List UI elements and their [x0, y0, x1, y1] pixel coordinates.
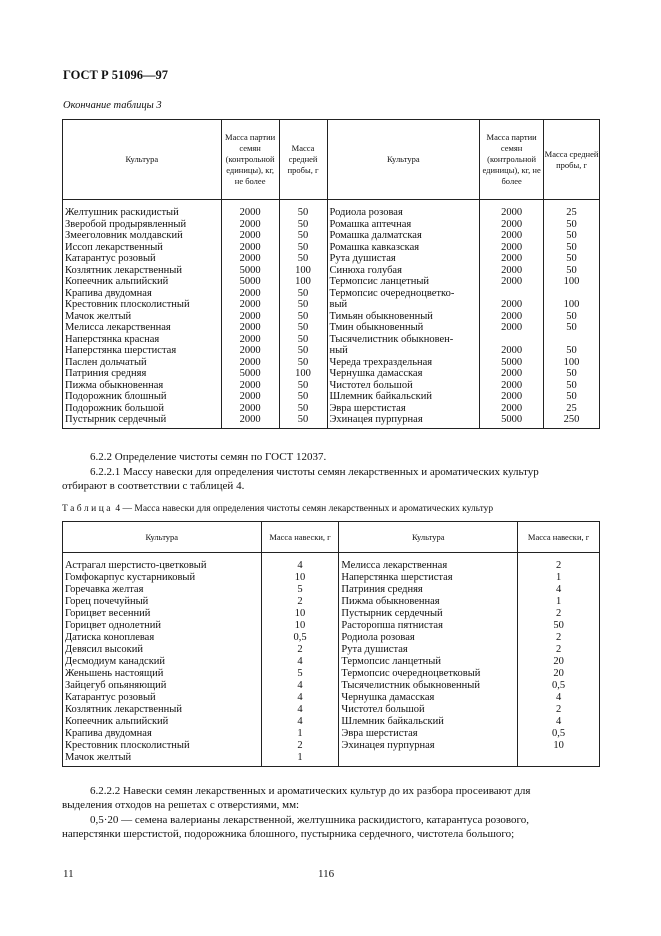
table4-cell: 5	[261, 584, 339, 596]
table3-cell: Подорожник блошный	[63, 391, 222, 403]
table3-cell: Тмин обыкновенный	[327, 322, 480, 334]
table3-cell: 2000	[221, 334, 279, 346]
table3-cell: Термопсис ланцетный	[327, 276, 480, 288]
table4-row	[63, 656, 600, 668]
table4-row	[63, 596, 600, 608]
table3-cell: 2000	[480, 403, 544, 415]
table4-cell: Катарантус розовый	[63, 692, 262, 704]
table4-cell: Патриния средняя	[339, 584, 518, 596]
table4-cell: Родиола розовая	[339, 632, 518, 644]
table3-cell: 100	[544, 357, 600, 369]
table4-caption-text: 4 — Масса навески для определения чистоты семян лекарственных и ароматических культур	[115, 504, 494, 514]
table3-row	[63, 403, 600, 415]
table4-cell: Горечавка желтая	[63, 584, 262, 596]
table3-cell: 2000	[221, 230, 279, 242]
table3-cell: 2000	[221, 288, 279, 300]
table3-cell: 2000	[221, 357, 279, 369]
table3-caption: Окончание таблицы 3	[63, 100, 162, 111]
table3-cell: 50	[544, 322, 600, 334]
table3-cell: Ромашка кавказская	[327, 242, 480, 254]
table3-cell: 50	[544, 230, 600, 242]
table3-cell: Наперстянка шерстистая	[63, 345, 222, 357]
table3-cell: 25	[544, 200, 600, 219]
table3-row	[63, 368, 600, 380]
table4-cell: 2	[518, 632, 600, 644]
table4-cell: Мачок желтый	[63, 752, 262, 767]
table4-cell: 1	[261, 728, 339, 740]
table3-cell: Пижма обыкновенная	[63, 380, 222, 392]
table4-cell: 0,5	[261, 632, 339, 644]
table4-header-sample-mass-1: Масса навески, г	[261, 522, 339, 553]
table4-cell: Шлемник байкальский	[339, 716, 518, 728]
table4-cell: Рута душистая	[339, 644, 518, 656]
table3-cell: 2000	[221, 311, 279, 323]
table3-cell: Наперстянка красная	[63, 334, 222, 346]
paragraph-6-2-2: 6.2.2 Определение чистоты семян по ГОСТ 12037.	[90, 451, 327, 463]
table4-cell: 10	[261, 608, 339, 620]
table4-body	[63, 553, 600, 767]
paragraph-sieve-line1: 0,5·20 — семена валерианы лекарственной, желтушника раскидистого, катарантуса розового,	[90, 814, 530, 826]
paragraph-6-2-2-2-line1: 6.2.2.2 Навески семян лекарственных и ароматических культур до их разбора просеивают для	[90, 785, 531, 797]
table3-cell: 50	[544, 253, 600, 265]
table4-row	[63, 608, 600, 620]
table3-header-sample-mass-2: Масса средней пробы, г	[544, 120, 600, 200]
table3-cell: 2000	[221, 403, 279, 415]
table4-cell: Гомфокарпус кустарниковый	[63, 572, 262, 584]
table3-cell: 100	[544, 276, 600, 288]
table3-cell: 2000	[221, 391, 279, 403]
table3-cell: 50	[544, 368, 600, 380]
table3-cell: Шлемник байкальский	[327, 391, 480, 403]
table4-row	[63, 680, 600, 692]
table3-cell: Мелисса лекарственная	[63, 322, 222, 334]
table3-cell: Эхинацея пурпурная	[327, 414, 480, 428]
table3-row	[63, 242, 600, 254]
table4-cell: Астрагал шерстисто-цветковый	[63, 553, 262, 573]
table3-row	[63, 299, 600, 311]
table4-row	[63, 584, 600, 596]
table3-header-culture-1: Культура	[63, 120, 222, 200]
table4-cell: Горицвет однолетний	[63, 620, 262, 632]
paragraph-sieve-line2: наперстянки шерстистой, подорожника блошного, пустырника сердечного, чистотела большого;	[62, 828, 515, 840]
table4-cell: 10	[261, 572, 339, 584]
table3-cell: 50	[279, 253, 327, 265]
table3-cell: 50	[279, 391, 327, 403]
document-header: ГОСТ Р 51096—97	[63, 68, 169, 82]
table3-cell: Тимьян обыкновенный	[327, 311, 480, 323]
footer-left-number: 11	[63, 868, 74, 880]
table3-cell: вый	[327, 299, 480, 311]
table3-row	[63, 230, 600, 242]
table4-cell: 50	[518, 620, 600, 632]
table4-row	[63, 668, 600, 680]
table4-cell: Горец почечуйный	[63, 596, 262, 608]
table4-cell: 0,5	[518, 680, 600, 692]
table4-cell: 1	[518, 596, 600, 608]
table3-cell: 2000	[480, 253, 544, 265]
table4-cell: Термопсис ланцетный	[339, 656, 518, 668]
table3-cell: 250	[544, 414, 600, 428]
table4-cell: Термопсис очередноцветковый	[339, 668, 518, 680]
table3-cell: 2000	[480, 276, 544, 288]
table3-cell: 2000	[480, 345, 544, 357]
table3-cell: Желтушник раскидистый	[63, 200, 222, 219]
table3-cell: Эвра шерстистая	[327, 403, 480, 415]
table3-cell: 50	[279, 299, 327, 311]
table4-cell	[518, 752, 600, 767]
table3-cell: Рута душистая	[327, 253, 480, 265]
table4-cell: 4	[261, 553, 339, 573]
table3-cell: 2000	[480, 265, 544, 277]
table3-row	[63, 334, 600, 346]
table3-cell: 50	[544, 391, 600, 403]
table3-cell: 50	[544, 311, 600, 323]
table3-body	[63, 200, 600, 429]
table3-cell: Иссоп лекарственный	[63, 242, 222, 254]
table-3	[62, 119, 600, 429]
table3-cell: Синюха голубая	[327, 265, 480, 277]
table3-cell: 50	[279, 334, 327, 346]
table3-cell: 50	[279, 322, 327, 334]
table3-cell: 5000	[221, 265, 279, 277]
table3-cell: 2000	[221, 345, 279, 357]
table3-cell: Чернушка дамасская	[327, 368, 480, 380]
table3-cell: 50	[279, 288, 327, 300]
table4-row	[63, 692, 600, 704]
table3-cell: 2000	[221, 253, 279, 265]
table4-cell: 2	[261, 596, 339, 608]
table4-header-row	[63, 522, 600, 553]
table4-cell: Наперстянка шерстистая	[339, 572, 518, 584]
table4-cell: Пижма обыкновенная	[339, 596, 518, 608]
table3-cell: 2000	[480, 200, 544, 219]
table3-cell: 2000	[480, 311, 544, 323]
table3-cell: 50	[544, 265, 600, 277]
table4-cell: Тысячелистник обыкновенный	[339, 680, 518, 692]
table4-cell: Козлятник лекарственный	[63, 704, 262, 716]
table4-cell: 4	[518, 692, 600, 704]
table3-cell: 50	[544, 219, 600, 231]
table3-cell: Змееголовник молдавский	[63, 230, 222, 242]
table3-cell: Череда трехраздельная	[327, 357, 480, 369]
table3-cell: Паслен дольчатый	[63, 357, 222, 369]
table4-cell: Крестовник плосколистный	[63, 740, 262, 752]
table3-cell: 50	[279, 242, 327, 254]
table3-cell: Ромашка далматская	[327, 230, 480, 242]
table4-cell: 4	[518, 584, 600, 596]
table3-cell: 25	[544, 403, 600, 415]
table4-row	[63, 704, 600, 716]
table3-cell: Пустырник сердечный	[63, 414, 222, 428]
table3-cell: Мачок желтый	[63, 311, 222, 323]
paragraph-6-2-2-2-line2: выделения отходов на решетах с отверстиями, мм:	[62, 799, 300, 811]
table3-row	[63, 276, 600, 288]
table4-caption	[62, 504, 493, 514]
table4-cell: Пустырник сердечный	[339, 608, 518, 620]
table3-row	[63, 288, 600, 300]
page-number: 116	[318, 868, 335, 880]
table3-cell: 50	[279, 403, 327, 415]
table3-cell: 2000	[480, 242, 544, 254]
table3-cell: Копеечник альпийский	[63, 276, 222, 288]
table4-cell: 4	[261, 656, 339, 668]
table4-cell: Женьшень настоящий	[63, 668, 262, 680]
table3-cell: 2000	[480, 230, 544, 242]
table4-cell: 1	[518, 572, 600, 584]
table3-row	[63, 200, 600, 219]
table4-cell: Копеечник альпийский	[63, 716, 262, 728]
table4-row	[63, 752, 600, 767]
table3-header-lot-mass-2: Масса партии семян (контрольной единицы), кг, не более	[480, 120, 544, 200]
table3-cell: 50	[279, 380, 327, 392]
table3-header-row	[63, 120, 600, 200]
table4-header-sample-mass-2: Масса навески, г	[518, 522, 600, 553]
table3-cell	[544, 334, 600, 346]
table4-cell: 5	[261, 668, 339, 680]
table3-cell: 50	[279, 345, 327, 357]
table3-cell: 100	[279, 276, 327, 288]
table4-cell: Датиска коноплевая	[63, 632, 262, 644]
table4-caption-prefix: Таблица	[62, 504, 114, 514]
paragraph-6-2-2-1-line2: отбирают в соответствии с таблицей 4.	[62, 480, 245, 492]
table4-cell: 2	[518, 704, 600, 716]
table4-cell: 2	[518, 644, 600, 656]
table4-cell: 10	[261, 620, 339, 632]
table4-cell: Эвра шерстистая	[339, 728, 518, 740]
table3-cell: 50	[279, 230, 327, 242]
table3-cell: Крестовник плосколистный	[63, 299, 222, 311]
table4-cell: Десмодиум канадский	[63, 656, 262, 668]
table3-row	[63, 322, 600, 334]
table3-cell: 2000	[221, 414, 279, 428]
table4-row	[63, 644, 600, 656]
table4-header-culture-2: Культура	[339, 522, 518, 553]
table3-cell: 100	[544, 299, 600, 311]
table3-row	[63, 380, 600, 392]
table3-cell: 2000	[480, 299, 544, 311]
table4-row	[63, 620, 600, 632]
table4-row	[63, 740, 600, 752]
table4-cell: Девясил высокий	[63, 644, 262, 656]
table3-cell: 2000	[221, 322, 279, 334]
table4-row	[63, 553, 600, 573]
table4-cell: 2	[261, 740, 339, 752]
table3-row	[63, 357, 600, 369]
table3-cell: 2000	[480, 391, 544, 403]
table3-row	[63, 219, 600, 231]
table3-cell: 100	[279, 368, 327, 380]
table3-cell: 5000	[480, 414, 544, 428]
table3-row	[63, 265, 600, 277]
table3-cell: 2000	[480, 368, 544, 380]
table3-cell: Зверобой продырявленный	[63, 219, 222, 231]
table-4	[62, 521, 600, 767]
table3-cell: 50	[544, 380, 600, 392]
table4-cell: 2	[261, 644, 339, 656]
table3-cell: 2000	[221, 299, 279, 311]
table4-row	[63, 632, 600, 644]
table3-cell	[480, 288, 544, 300]
table3-header-lot-mass-1: Масса партии семян (контрольной единицы), кг, не более	[221, 120, 279, 200]
table3-cell	[544, 288, 600, 300]
table3-cell: 2000	[221, 200, 279, 219]
table3-cell: 5000	[480, 357, 544, 369]
table3-cell: 50	[544, 242, 600, 254]
table4-cell: 2	[518, 608, 600, 620]
table3-cell: Термопсис очередноцветко-	[327, 288, 480, 300]
table4-cell: Чернушка дамасская	[339, 692, 518, 704]
table3-cell: Катарантус розовый	[63, 253, 222, 265]
table4-cell: 10	[518, 740, 600, 752]
table3-row	[63, 345, 600, 357]
table3-cell: Крапива двудомная	[63, 288, 222, 300]
table3-cell: 50	[279, 219, 327, 231]
table3-row	[63, 414, 600, 428]
table4-cell: Крапива двудомная	[63, 728, 262, 740]
table4-cell: 4	[261, 692, 339, 704]
table4-cell: Горицвет весенний	[63, 608, 262, 620]
table4-cell: Мелисса лекарственная	[339, 553, 518, 573]
table4-cell: Расторопша пятнистая	[339, 620, 518, 632]
table3-row	[63, 253, 600, 265]
table3-cell: 2000	[480, 380, 544, 392]
table4-cell: 20	[518, 668, 600, 680]
table3-cell: 5000	[221, 276, 279, 288]
table3-cell: ный	[327, 345, 480, 357]
table4-cell: 1	[261, 752, 339, 767]
table3-row	[63, 391, 600, 403]
table4-cell	[339, 752, 518, 767]
table3-cell: 2000	[480, 219, 544, 231]
table4-cell: 4	[261, 716, 339, 728]
table4-cell: 4	[261, 704, 339, 716]
table3-cell: Козлятник лекарственный	[63, 265, 222, 277]
table3-cell: Родиола розовая	[327, 200, 480, 219]
table3-cell: Ромашка аптечная	[327, 219, 480, 231]
table3-cell: 2000	[221, 380, 279, 392]
table4-cell: 4	[518, 716, 600, 728]
table4-cell: 20	[518, 656, 600, 668]
table3-cell	[480, 334, 544, 346]
table4-cell: 2	[518, 553, 600, 573]
table4-cell: Чистотел большой	[339, 704, 518, 716]
table3-cell: 50	[279, 414, 327, 428]
table3-cell: 5000	[221, 368, 279, 380]
table4-header-culture-1: Культура	[63, 522, 262, 553]
table3-cell: Патриния средняя	[63, 368, 222, 380]
table3-header-culture-2: Культура	[327, 120, 480, 200]
table3-cell: Чистотел большой	[327, 380, 480, 392]
table4-cell: Эхинацея пурпурная	[339, 740, 518, 752]
paragraph-6-2-2-1-line1: 6.2.2.1 Массу навески для определения чистоты семян лекарственных и ароматических культур	[90, 466, 539, 478]
table3-cell: 50	[544, 345, 600, 357]
table4-cell: 0,5	[518, 728, 600, 740]
table4-cell: Зайцегуб опьяняющий	[63, 680, 262, 692]
table3-row	[63, 311, 600, 323]
table3-cell: 2000	[221, 242, 279, 254]
table3-cell: Тысячелистник обыкновен-	[327, 334, 480, 346]
table3-cell: 100	[279, 265, 327, 277]
table4-cell: 4	[261, 680, 339, 692]
table4-row	[63, 572, 600, 584]
table4-row	[63, 716, 600, 728]
table3-header-sample-mass-1: Масса средней пробы, г	[279, 120, 327, 200]
table3-cell: 2000	[221, 219, 279, 231]
table3-cell: Подорожник большой	[63, 403, 222, 415]
table4-row	[63, 728, 600, 740]
table3-cell: 50	[279, 200, 327, 219]
table3-cell: 50	[279, 357, 327, 369]
table3-cell: 2000	[480, 322, 544, 334]
table3-cell: 50	[279, 311, 327, 323]
